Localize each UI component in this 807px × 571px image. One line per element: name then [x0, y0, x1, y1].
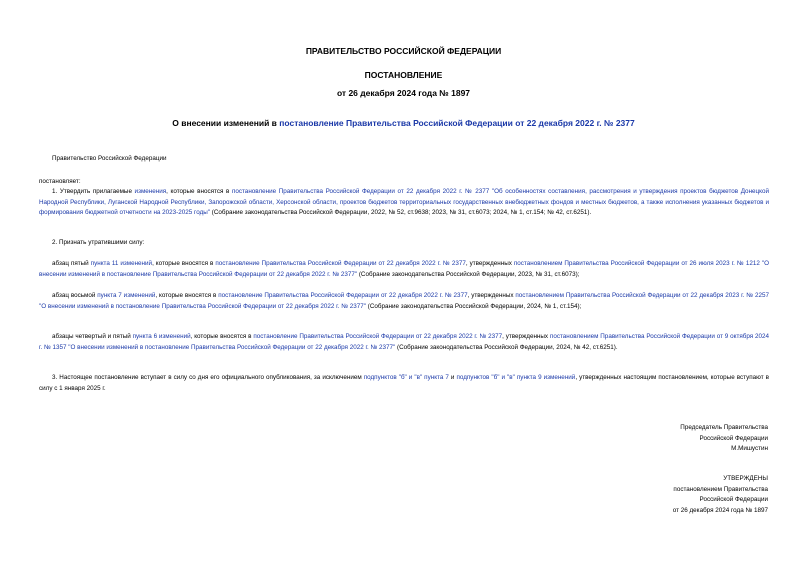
p5-text-b: , которые вносятся в [190, 333, 254, 340]
p4-text-d: (Собрание законодательства Российской Федерации, 2024, № 1, ст.154); [365, 302, 582, 310]
signature-block [680, 423, 768, 455]
p1-link-resolution[interactable]: постановление Правительства Российской Федерации от 22 декабря 2022 г. № 2377 "Об особенностях составления, рассмотрения и утверждения проектов бюджетов Донецкой Народной Республики, Луганской Народной Республики, Запорожской области, Херсонской области, проектов бюджетов территориальных государственных внебюджетных фондов и местных бюджетов, а также исполнения указанных бюджетов и формирования бюджетной отчетности на 2023-2025 годы" [39, 188, 769, 216]
p3-text-b: , которые вносятся в [152, 260, 216, 267]
paragraph-2: 2. Признать утратившими силу: [52, 239, 145, 246]
p4-link-resolution[interactable]: постановление Правительства Российской Федерации от 22 декабря 2022 г. № 2377 [218, 292, 468, 299]
approved-heading: УТВЕРЖДЕНЫ [723, 475, 768, 482]
p4-text-c: , утвержденных [467, 292, 516, 299]
p5-text-c: , утвержденных [502, 333, 550, 340]
approved-date: от 26 декабря 2024 года № 1897 [672, 506, 768, 514]
paragraph-4 [39, 291, 769, 312]
paragraph-6 [39, 373, 769, 394]
approved-by: постановлением Правительства [673, 485, 768, 493]
government-name: ПРАВИТЕЛЬСТВО РОССИЙСКОЙ ФЕДЕРАЦИИ [305, 46, 502, 56]
p6-text-b: и [448, 374, 457, 381]
signature-title: Председатель Правительства [680, 424, 768, 431]
signature-name: М.Мишустин [731, 445, 768, 452]
p5-link-amending[interactable]: постановлением Правительства Российской Федерации от 9 октября 2024 г. № 1357 "О внесении изменений в постановление Правительства Российской Федерации от 22 декабря 2022 г. № 2377" [39, 333, 770, 351]
document-type: ПОСТАНОВЛЕНИЕ [364, 70, 443, 80]
paragraph-3 [39, 259, 769, 280]
p5-link-item[interactable]: пункта 6 изменений [132, 333, 191, 340]
decides-text: постановляет: [39, 178, 81, 185]
p3-link-item[interactable]: пункта 11 изменений [90, 260, 153, 267]
p3-link-amending[interactable]: постановлением Правительства Российской Федерации от 26 июля 2023 г. № 1212 "О внесении изменений в постановление Правительства Российской Федерации от 22 декабря 2022 г. № 2377" [39, 260, 769, 278]
p1-text-b: , которые вносятся в [166, 188, 232, 195]
title-prefix: О внесении изменений в [172, 118, 280, 128]
p3-link-resolution[interactable]: постановление Правительства Российской Федерации от 22 декабря 2022 г. № 2377 [215, 260, 466, 267]
p4-text-a: абзац восьмой [52, 292, 98, 299]
p3-text-c: , утвержденных [465, 260, 514, 267]
p1-link-changes[interactable]: изменения [134, 188, 167, 195]
document-date-number: от 26 декабря 2024 года № 1897 [336, 88, 471, 98]
p5-link-resolution[interactable]: постановление Правительства Российской Федерации от 22 декабря 2022 г. № 2377 [253, 333, 503, 340]
p6-text-c: , утвержденных настоящим постановлением, которые вступают в силу с 1 января 2025 г. [39, 374, 769, 392]
intro-text: Правительство Российской Федерации [52, 155, 167, 162]
title-link[interactable]: постановление Правительства Российской Федерации от 22 декабря 2022 г. № 2377 [279, 118, 635, 128]
p1-text-a: 1. Утвердить прилагаемые [52, 188, 135, 195]
p5-text-a: абзацы четвертый и пятый [52, 333, 133, 340]
p4-link-item[interactable]: пункта 7 изменений [97, 292, 156, 299]
approved-org: Российской Федерации [699, 496, 768, 503]
p6-link-subitems-9[interactable]: подпунктов "б" и "в" пункта 9 изменений [456, 374, 576, 381]
p1-text-c: (Собрание законодательства Российской Федерации, 2022, № 52, ст.9638; 2023, № 31, ст.6073; 2024, № 1, ст.154; № 42, ст.6251). [210, 209, 592, 216]
p3-text-d: (Собрание законодательства Российской Федерации, 2023, № 31, ст.6073); [357, 270, 580, 278]
approved-block [673, 474, 768, 516]
p4-text-b: , которые вносятся в [155, 292, 219, 299]
signature-org: Российской Федерации [699, 434, 768, 442]
p6-text-a: 3. Настоящее постановление вступает в силу со дня его официального опубликования, за исключением [52, 374, 364, 381]
p4-link-amending[interactable]: постановлением Правительства Российской Федерации от 22 декабря 2023 г. № 2257 "О внесении изменений в постановление Правительства Российской Федерации от 22 декабря 2022 г. № 2377" [39, 292, 770, 310]
p3-text-a: абзац пятый [52, 260, 91, 267]
paragraph-1 [39, 187, 769, 219]
p5-text-d: (Собрание законодательства Российской Федерации, 2024, № 42, ст.6251). [395, 343, 618, 351]
paragraph-5 [39, 332, 769, 353]
p6-link-subitems-7[interactable]: подпунктов "б" и "в" пункта 7 [363, 374, 449, 381]
document-title [0, 118, 807, 128]
